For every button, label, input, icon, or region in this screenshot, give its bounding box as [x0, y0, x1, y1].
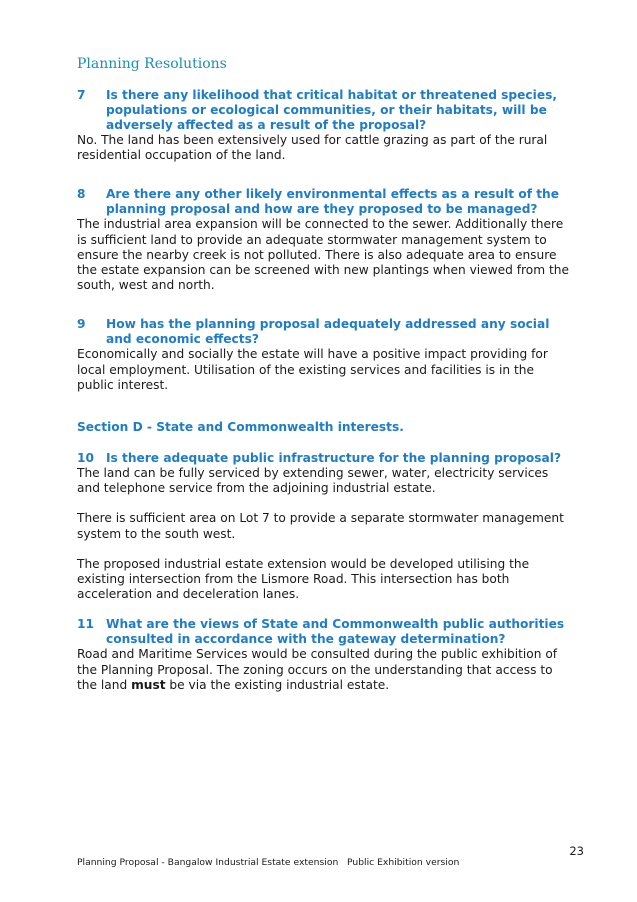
- answer-10-paragraph-3: The proposed industrial estate extension would be developed utilising the existing intersection from the Lismore Road. This intersection has both acceleration and deceleration lanes.: [77, 556, 530, 602]
- question-number: 11: [77, 617, 94, 632]
- answer-10-paragraph-1: The land can be fully serviced by extending sewer, water, electricity services and telephone service from the adjoining industrial estate.: [77, 466, 549, 496]
- question-number: 7: [77, 88, 86, 102]
- question-text: What are the views of State and Commonwealth public authorities consulted in accordance with the gateway determination?: [106, 617, 565, 647]
- answer-11-text-end: be via the existing industrial estate.: [165, 677, 390, 692]
- section-d-heading: Section D - State and Commonwealth interests.: [77, 420, 404, 435]
- page-content: [77, 88, 569, 693]
- question-text: Is there any likelihood that critical habitat or threatened species, populations or ecological communities, or their habitats, will be adversely affected as a result of the proposal?: [106, 88, 557, 132]
- question-number: 8: [77, 187, 86, 202]
- question-7: [77, 88, 569, 133]
- question-11: [77, 617, 569, 647]
- question-10: [77, 451, 569, 466]
- answer-8: The industrial area expansion will be connected to the sewer. Additionally there is sufficient land to provide an adequate stormwater management system to ensure the nearby creek is not polluted. There is also adequate area to ensure the estate expansion can be screened with new plantings when viewed from the south, west and north.: [77, 217, 569, 293]
- answer-7: No. The land has been extensively used for cattle grazing as part of the rural residential occupation of the land.: [77, 133, 548, 163]
- page-footer: [77, 857, 459, 868]
- question-9: [77, 317, 569, 347]
- question-8: [77, 187, 569, 217]
- question-number: 9: [77, 317, 86, 332]
- answer-11-text: Road and Maritime Services would be consulted during the public exhibition of the Planning Proposal. The zoning occurs on the understanding that access to the land: [77, 647, 558, 692]
- footer-document-title: Planning Proposal - Bangalow Industrial Estate extension: [77, 857, 339, 868]
- answer-11-emphasis: must: [131, 677, 166, 692]
- question-number: 10: [77, 451, 94, 466]
- page-number: 23: [569, 844, 584, 858]
- question-text: How has the planning proposal adequately addressed any social and economic effects?: [106, 317, 550, 347]
- answer-9: Economically and socially the estate will have a positive impact providing for local employment. Utilisation of the existing services and facilities is in the public interest.: [77, 347, 548, 392]
- question-text: Are there any other likely environmental effects as a result of the planning proposal and how are they proposed to be managed?: [106, 187, 560, 217]
- running-header: Planning Resolutions: [77, 56, 227, 72]
- question-text: Is there adequate public infrastructure for the planning proposal?: [106, 451, 562, 466]
- footer-version: Public Exhibition version: [347, 857, 460, 868]
- answer-10-paragraph-2: There is sufficient area on Lot 7 to provide a separate stormwater management system to the south west.: [77, 511, 564, 541]
- answer-11: [77, 647, 569, 693]
